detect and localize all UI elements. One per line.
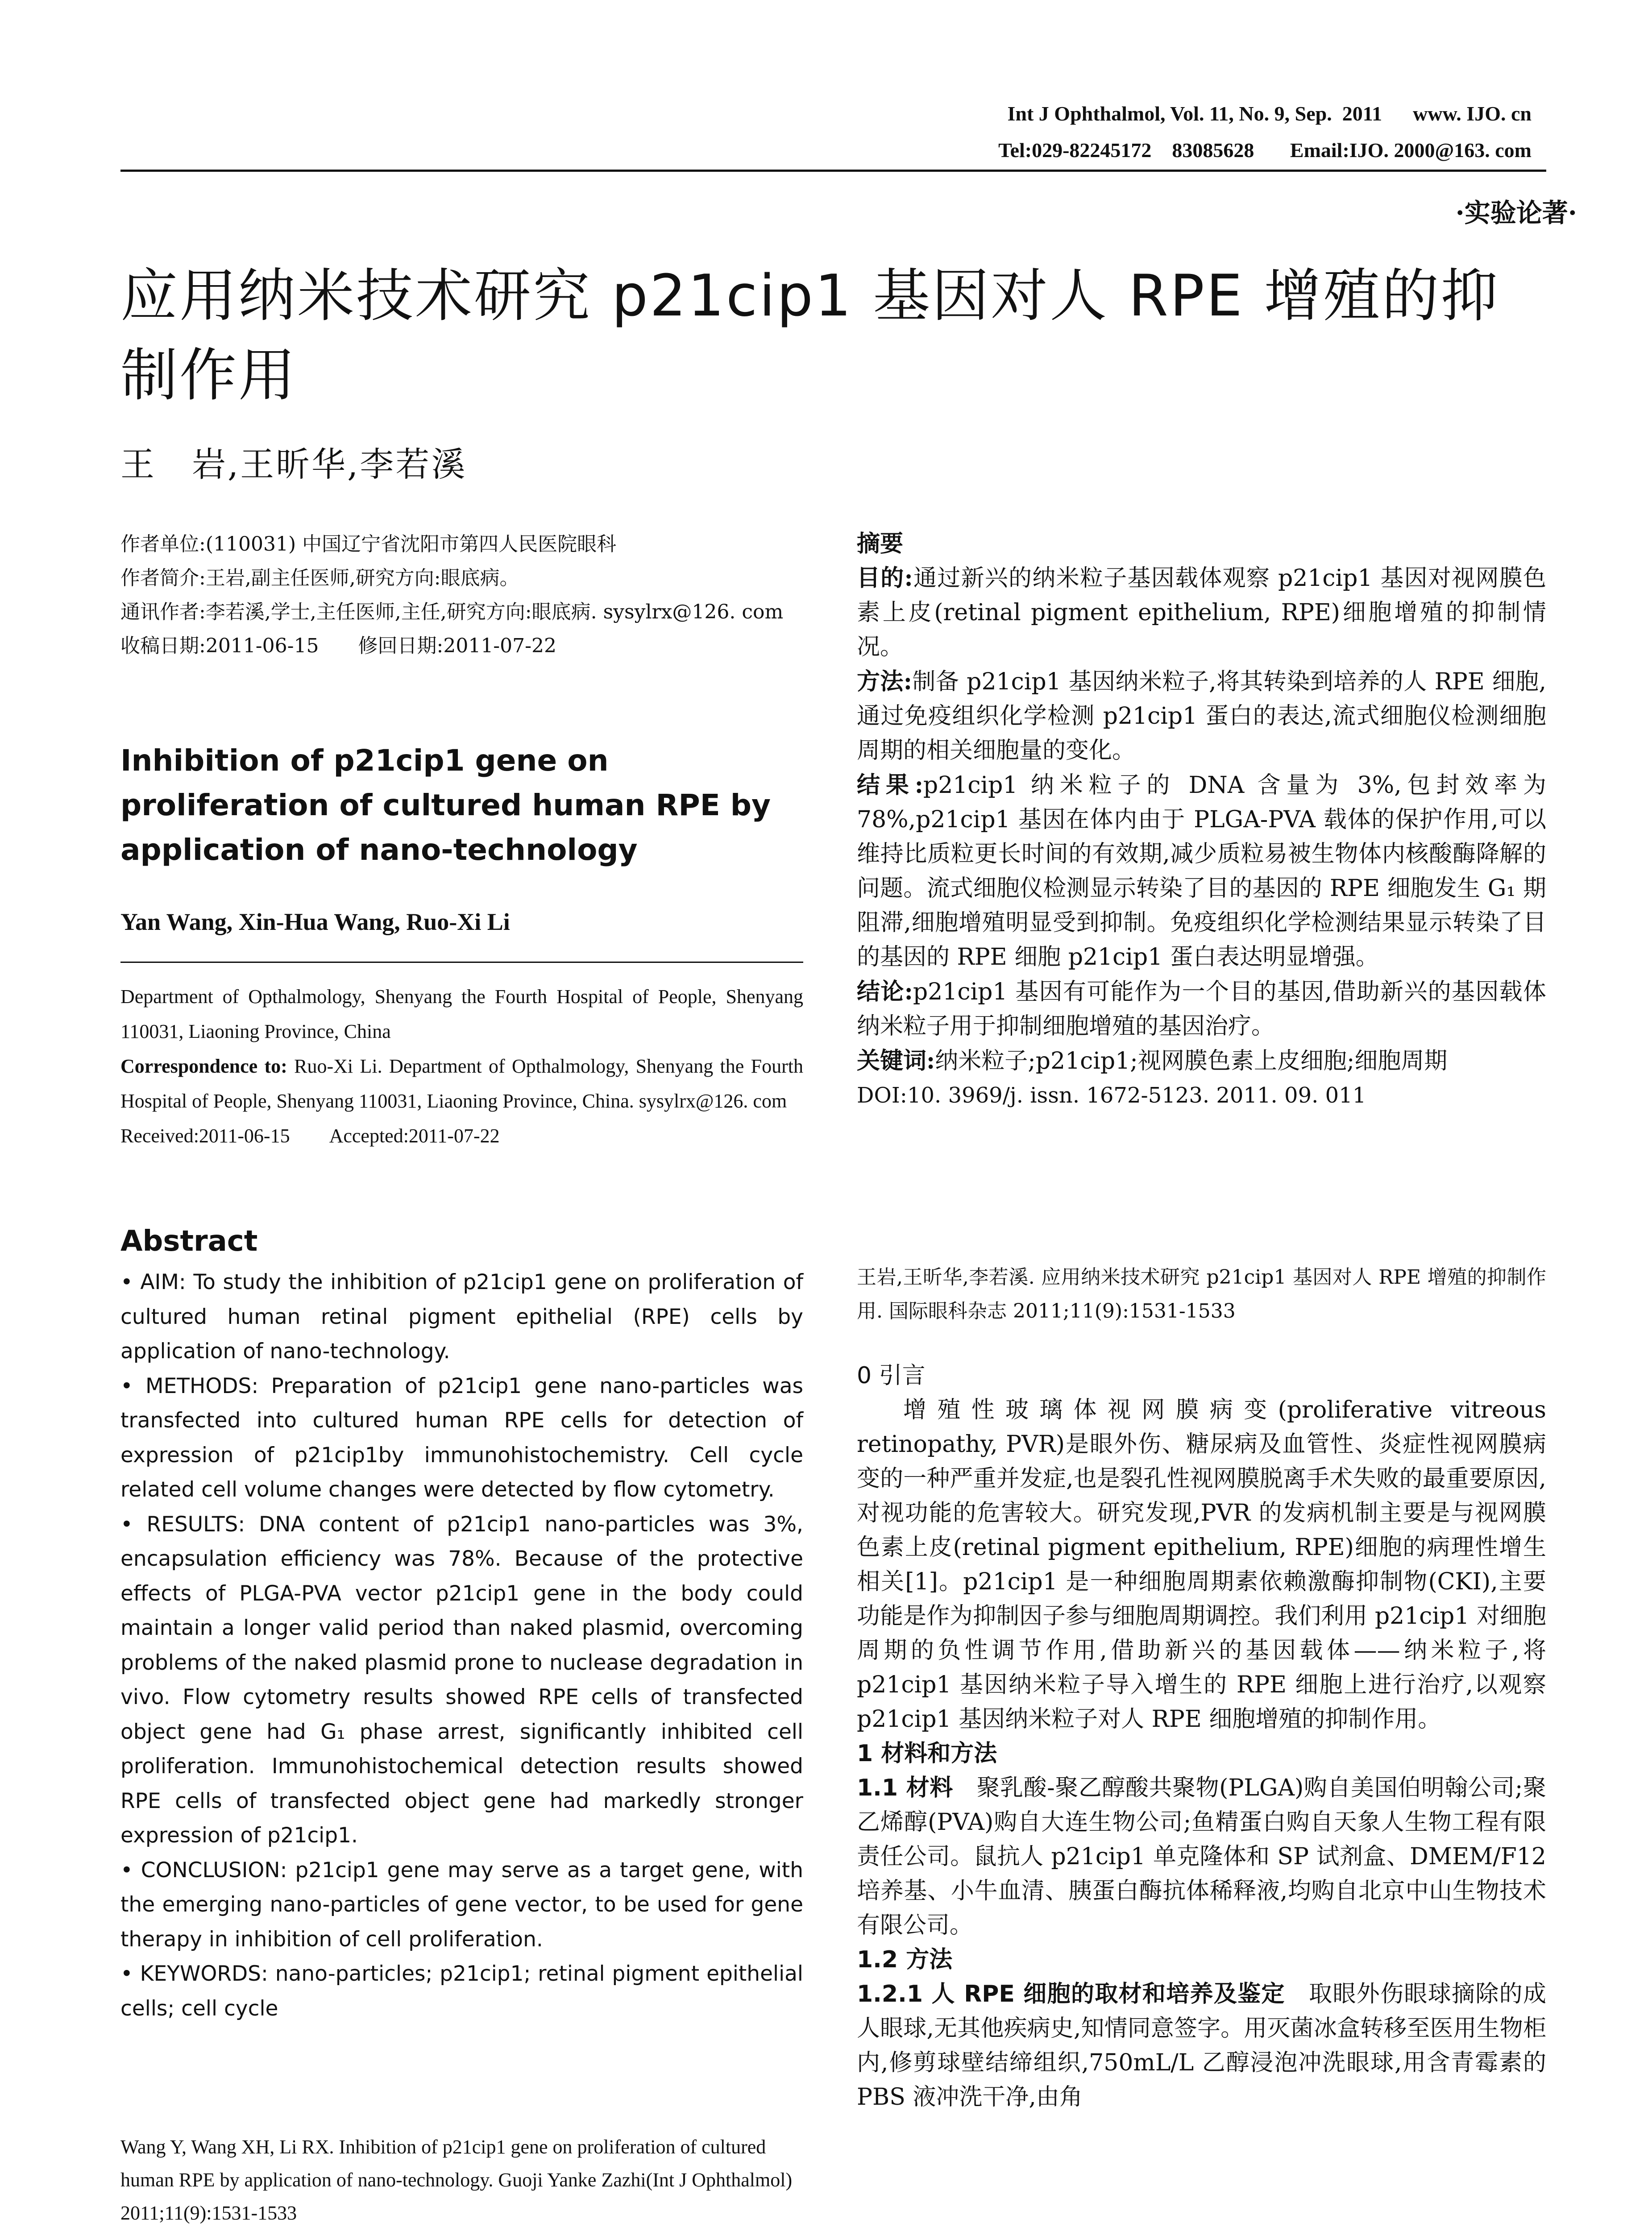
article-title-cn: 应用纳米技术研究 p21cip1 基因对人 RPE 增殖的抑制作用 bbox=[120, 263, 1500, 409]
intro-heading: 0 引言 bbox=[857, 1362, 926, 1389]
methods-heading: 1 材料和方法 bbox=[857, 1740, 997, 1767]
author-rule bbox=[120, 962, 803, 963]
article-category: ·实验论著· bbox=[1455, 198, 1577, 228]
abstract-methods: • METHODS: Preparation of p21cip1 gene nano-particles was transfected into cultured human RPE cells for detection of expression of p21cip1by immunohistochemistry. Cell cycle related cell volume changes were detected by flow cytometry. bbox=[120, 1373, 803, 1502]
doi: DOI:10. 3969/j. issn. 1672-5123. 2011. 09. 011 bbox=[857, 1083, 1366, 1108]
affiliation-en: Department of Opthalmology, Shenyang the Fourth Hospital of People, Shenyang 110031, Liaoning Province, China bbox=[120, 986, 803, 1042]
rpe-culture-label: 1.2.1 人 RPE 细胞的取材和培养及鉴定 bbox=[857, 1981, 1285, 2007]
correspondence-text: Ruo-Xi Li. Department of Opthalmology, Shenyang the Fourth Hospital of People, Shenyang 110031, Liaoning Province, China. sysylrx@126. com bbox=[120, 1055, 803, 1112]
conclusion-label-cn: 结论: bbox=[857, 978, 913, 1005]
author-bio: 作者简介:王岩,副主任医师,研究方向:眼底病。 bbox=[120, 567, 519, 589]
correspondence-en bbox=[120, 1049, 803, 1119]
keywords-cn: 纳米粒子;p21cip1;视网膜色素上皮细胞;细胞周期 bbox=[935, 1048, 1448, 1074]
abstract-conclusion: • CONCLUSION: p21cip1 gene may serve as a target gene, with the emerging nano-particles of gene vector, to be used for gene therapy in inhibition of cell proliferation. bbox=[120, 1858, 803, 1952]
correspondence-label: Correspondence to: bbox=[120, 1055, 287, 1077]
aim-label-cn: 目的: bbox=[857, 564, 913, 592]
materials-label: 1.1 材料 bbox=[857, 1775, 953, 1801]
aim-cn: 通过新兴的纳米粒子基因载体观察 p21cip1 基因对视网膜色素上皮(retinal pigment epithelium, RPE)细胞增殖的抑制情况。 bbox=[857, 565, 1546, 660]
corresponding-author: 通讯作者:李若溪,学士,主任医师,主任,研究方向:眼底病. sysylrx@126. com bbox=[120, 601, 784, 623]
rpe-culture-text: 取眼外伤眼球摘除的成人眼球,无其他疾病史,知情同意签字。用灭菌冰盒转移至医用生物柜内,修剪球壁结缔组织,750mL/L 乙醇浸泡冲洗眼球,用含青霉素的 PBS 液冲洗干净,由角 bbox=[857, 1981, 1546, 2111]
received-en: Received:2011-06-15 Accepted:2011-07-22 bbox=[120, 1125, 500, 1147]
keywords-label-cn: 关键词: bbox=[857, 1047, 935, 1074]
methods-label-cn: 方法: bbox=[857, 668, 913, 695]
authors-cn: 王 岩,王昕华,李若溪 bbox=[120, 444, 467, 484]
journal-header-line2: Tel:029-82245172 83085628 Email:IJO. 2000@163. com bbox=[998, 139, 1532, 162]
affiliation-block-en bbox=[120, 979, 803, 1153]
abstract-cn bbox=[857, 527, 1546, 1113]
intro-paragraph: 增殖性玻璃体视网膜病变(proliferative vitreous retinopathy, PVR)是眼外伤、糖尿病及血管性、炎症性视网膜病变的一种严重并发症,也是裂孔性视网膜脱离手术失败的最重要原因,对视功能的危害较大。研究发现,PVR 的发病机制主要是与视网膜色素上皮(retinal pigment epithelium, RPE)细胞的病理性增生相关[1]。p21cip1 是一种细胞周期素依赖激酶抑制物(CKI),主要功能是作为抑制因子参与细胞周期调控。我们利用 p21cip1 对细胞周期的负性调节作用,借助新兴的基因载体——纳米粒子,将 p21cip1 基因纳米粒子导入增生的 RPE 细胞上进行治疗,以观察 p21cip1 基因纳米粒子对人 RPE 细胞增殖的抑制作用。 bbox=[857, 1397, 1546, 1733]
header-rule bbox=[120, 170, 1546, 172]
materials-text: 聚乳酸-聚乙醇酸共聚物(PLGA)购自美国伯明翰公司;聚乙烯醇(PVA)购自大连生物公司;鱼精蛋白购自天象人生物工程有限责任公司。鼠抗人 p21cip1 单克隆体和 SP 试剂盒、DMEM/F12 培养基、小牛血清、胰蛋白酶抗体稀释液,均购自北京中山生物技术有限公司。 bbox=[857, 1775, 1546, 1939]
abstract-results: • RESULTS: DNA content of p21cip1 nano-particles was 3%, encapsulation efficiency was 78%. Because of the protective effects of PLGA-PVA vector p21cip1 gene in the body could maintain a longer valid period than naked plasmid, overcoming problems of the naked plasmid prone to nuclease degradation in vivo. Flow cytometry results showed RPE cells of transfected object gene had G₁ phase arrest, significantly inhibited cell proliferation. Immunohistochemical detection results showed RPE cells of transfected object gene had markedly stronger expression of p21cip1. bbox=[120, 1512, 803, 1848]
abstract-keywords: • KEYWORDS: nano-particles; p21cip1; retinal pigment epithelial cells; cell cycle bbox=[120, 1961, 803, 2021]
method-subheading: 1.2 方法 bbox=[857, 1946, 953, 1973]
abstract-heading-en: Abstract bbox=[120, 1225, 258, 1258]
authors-en: Yan Wang, Xin-Hua Wang, Ruo-Xi Li bbox=[120, 908, 510, 935]
methods-cn: 制备 p21cip1 基因纳米粒子,将其转染到培养的人 RPE 细胞,通过免疫组织化学检测 p21cip1 蛋白的表达,流式细胞仪检测细胞周期的相关细胞量的变化。 bbox=[857, 668, 1546, 764]
main-text bbox=[857, 1359, 1546, 2115]
citation-cn: 王岩,王昕华,李若溪. 应用纳米技术研究 p21cip1 基因对人 RPE 增殖的抑制作用. 国际眼科杂志 2011;11(9):1531-1533 bbox=[857, 1266, 1546, 1323]
abstract-aim: • AIM: To study the inhibition of p21cip1 gene on proliferation of cultured human retinal pigment epithelial (RPE) cells by application of nano-technology. bbox=[120, 1270, 803, 1364]
results-label-cn: 结果: bbox=[857, 771, 923, 799]
abstract-body-en bbox=[120, 1265, 803, 2026]
abstract-heading-cn: 摘要 bbox=[857, 530, 904, 557]
citation-en: Wang Y, Wang XH, Li RX. Inhibition of p21cip1 gene on proliferation of cultured human RPE by application of nano-technology. Guoji Yanke Zazhi(Int J Ophthalmol) 2011;11(9):1531-1533 bbox=[120, 2136, 793, 2224]
author-unit: 作者单位:(110031) 中国辽宁省沈阳市第四人民医院眼科 bbox=[120, 533, 617, 556]
results-cn: p21cip1 纳米粒子的 DNA 含量为 3%,包封效率为 78%,p21cip1 基因在体内由于 PLGA-PVA 载体的保护作用,可以维持比质粒更长时间的有效期,减少质粒易被生物体内核酸酶降解的问题。流式细胞仪检测显示转染了目的基因的 RPE 细胞发生 G₁ 期阻滞,细胞增殖明显受到抑制。免疫组织化学检测结果显示转染了目的基因的 RPE 细胞 p21cip1 蛋白表达明显增强。 bbox=[857, 772, 1546, 970]
author-info-cn bbox=[120, 527, 803, 663]
journal-header-line1: Int J Ophthalmol, Vol. 11, No. 9, Sep. 2011 www. IJO. cn bbox=[1007, 102, 1532, 125]
dates-cn: 收稿日期:2011-06-15 修回日期:2011-07-22 bbox=[120, 634, 557, 657]
conclusion-cn: p21cip1 基因有可能作为一个目的基因,借助新兴的基因载体纳米粒子用于抑制细胞增殖的基因治疗。 bbox=[857, 979, 1547, 1040]
article-title-en: Inhibition of p21cip1 gene on proliferation of cultured human RPE by application of nano-technology bbox=[120, 743, 771, 867]
